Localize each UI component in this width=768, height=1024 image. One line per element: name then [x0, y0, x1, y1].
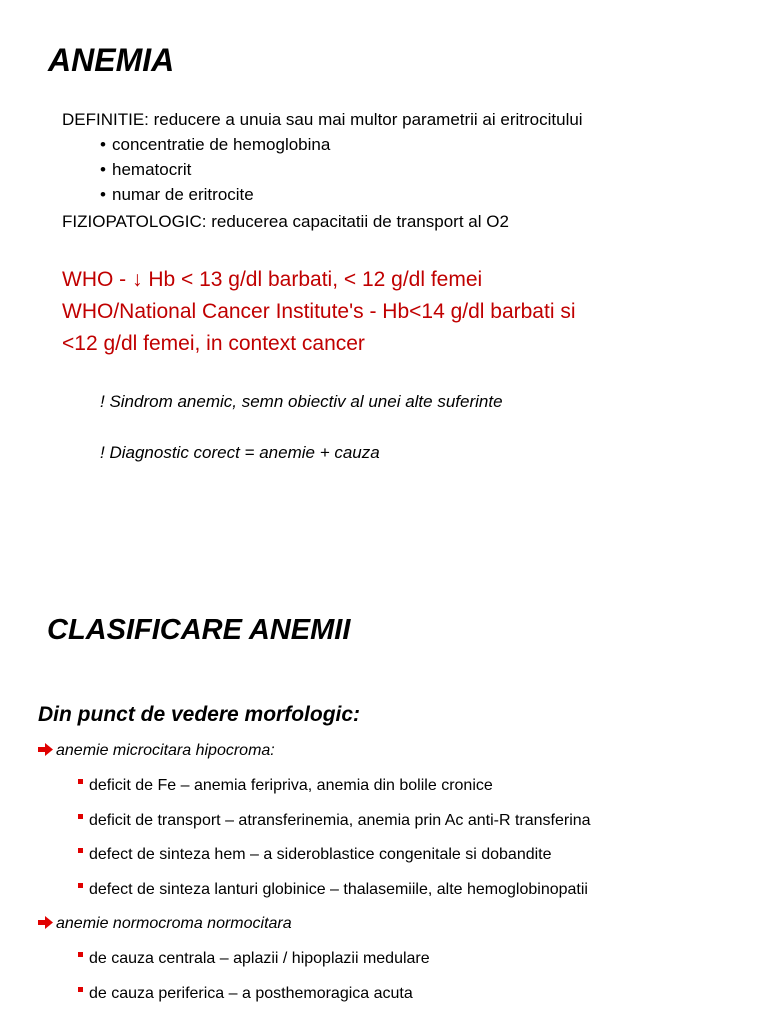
who-line: WHO - ↓ Hb < 13 g/dl barbati, < 12 g/dl femei [62, 268, 483, 291]
group-label: anemie microcitara hipocroma: [38, 742, 275, 760]
def-item: • hematocrit [100, 160, 192, 179]
physio-text: FIZIOPATOLOGIC: reducerea capacitatii de transport al O2 [62, 212, 509, 231]
square-bullet-icon [78, 883, 83, 888]
note-diagnostic: ! Diagnostic corect = anemie + cauza [100, 443, 380, 462]
list-item: deficit de transport – atransferinemia, anemia prin Ac anti-R transferina [78, 812, 591, 830]
definition-text: DEFINITIE: reducere a unuia sau mai multor parametrii ai eritrocitului [62, 110, 583, 129]
list-item: defect de sinteza hem – a sideroblastice congenitale si dobandite [78, 846, 552, 864]
page-title-anemia: ANEMIA [48, 42, 175, 78]
list-item: deficit de Fe – anemia feripriva, anemia din bolile cronice [78, 777, 493, 795]
red-arrow-icon [38, 916, 53, 929]
group-label: anemie normocroma normocitara [38, 915, 292, 933]
page-title-clasificare: CLASIFICARE ANEMII [47, 614, 351, 646]
square-bullet-icon [78, 848, 83, 853]
square-bullet-icon [78, 814, 83, 819]
list-item: de cauza centrala – aplazii / hipoplazii medulare [78, 950, 430, 968]
square-bullet-icon [78, 987, 83, 992]
red-arrow-icon [38, 743, 53, 756]
list-item: de cauza periferica – a posthemoragica acuta [78, 985, 413, 1003]
bullet-icon: • [100, 185, 106, 204]
bullet-icon: • [100, 160, 106, 179]
square-bullet-icon [78, 779, 83, 784]
bullet-icon: • [100, 135, 106, 154]
who-line: <12 g/dl femei, in context cancer [62, 332, 365, 355]
section-subtitle: Din punct de vedere morfologic: [38, 703, 361, 726]
note-sindrom: ! Sindrom anemic, semn obiectiv al unei alte suferinte [100, 392, 503, 411]
who-line: WHO/National Cancer Institute's - Hb<14 g/dl barbati si [62, 300, 576, 323]
square-bullet-icon [78, 952, 83, 957]
def-item: • concentratie de hemoglobina [100, 135, 331, 154]
def-item: • numar de eritrocite [100, 185, 254, 204]
list-item: defect de sinteza lanturi globinice – thalasemiile, alte hemoglobinopatii [78, 881, 588, 899]
